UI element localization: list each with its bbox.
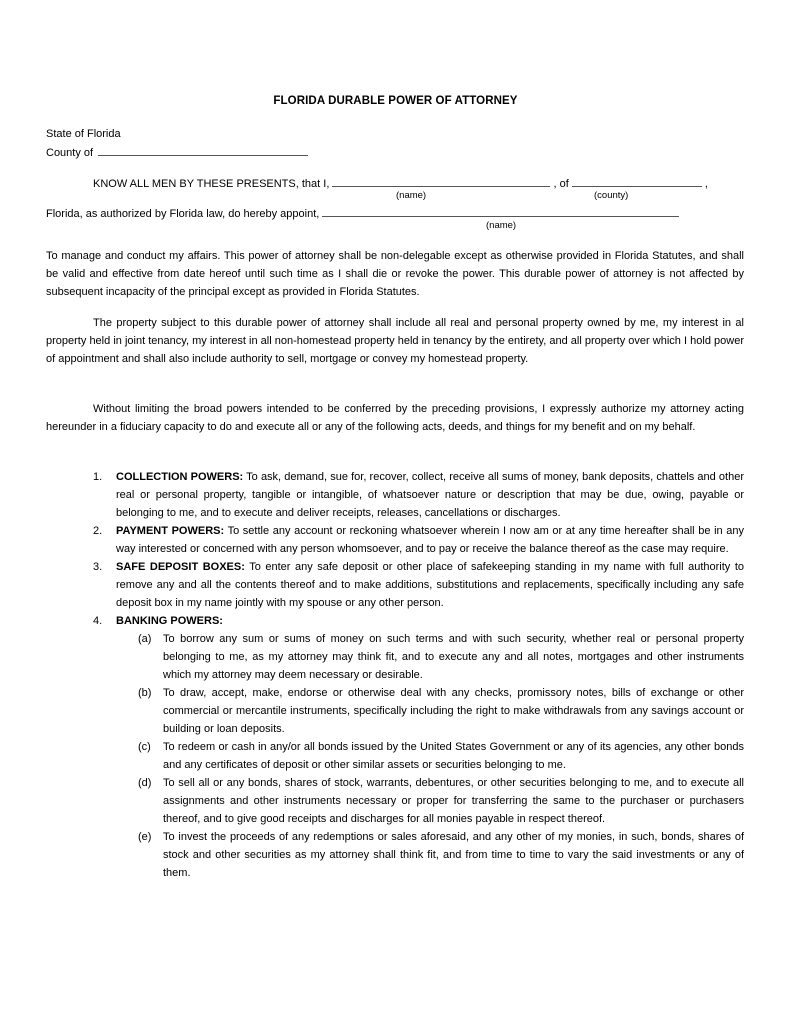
- subitem-text: To borrow any sum or sums of money on such terms and with such security, whether real or personal property belonging to me, as my attorney may think fit, and to execute any and all notes, mortgages and other instruments which my attorney may deem necessary or desirable.: [163, 633, 744, 681]
- know-all-line: [93, 175, 708, 191]
- power-number: 2.: [93, 525, 103, 537]
- county-label: County of: [46, 147, 94, 159]
- document-title: FLORIDA DURABLE POWER OF ATTORNEY: [273, 95, 518, 107]
- power-text: To enter any safe deposit or other place of safekeeping standing in my name with full authority to remove any and all the contents thereof and to make additions, substitutions and replacements, specifically including any safe deposit box in my name jointly with my spouse or any other person.: [116, 561, 744, 609]
- agent-name-blank-field[interactable]: [322, 205, 679, 217]
- county-line: [46, 144, 308, 160]
- power-number: 3.: [93, 561, 103, 573]
- banking-subitem-e: [46, 828, 744, 882]
- banking-subitem-a: [46, 630, 744, 684]
- power-heading: BANKING POWERS:: [116, 615, 223, 627]
- subitem-letter: (d): [138, 777, 152, 789]
- subitem-text: To invest the proceeds of any redemptions or sales aforesaid, and any other of my monies, in such, bonds, shares of stock and other securities as my attorney shall think fit, and from time to time to vary the said investments or any of them.: [163, 831, 744, 879]
- paragraph-authorization: Without limiting the broad powers intended to be conferred by the preceding provisions, I expressly authorize my attorney acting hereunder in a fiduciary capacity to do and execute all or any of the following acts, deeds, and things for my benefit and on my behalf.: [46, 403, 744, 433]
- county-caption: (county): [594, 190, 629, 201]
- paragraph-manage: To manage and conduct my affairs. This power of attorney shall be non-delegable except as otherwise provided in Florida Statutes, and shall be valid and effective from date hereof until such time as I shall die or revoke the power. This durable power of attorney is not affected by subsequent incapacity of the principal except as provided in Florida Statutes.: [46, 250, 744, 298]
- power-item-banking: [46, 612, 744, 630]
- state-line: State of Florida: [46, 128, 121, 140]
- principal-county-blank-field[interactable]: [572, 175, 702, 187]
- name-caption: (name): [396, 190, 427, 201]
- subitem-text: To draw, accept, make, endorse or otherwise deal with any checks, promissory notes, bills of exchange or other commercial or mercantile instruments, specifically including the right to make withdrawals from any savings account or building or loan deposits.: [163, 687, 744, 735]
- banking-subitem-c: [46, 738, 744, 774]
- power-text: To ask, demand, sue for, recover, collect, receive all sums of money, bank deposits, chattels and other real or personal property, tangible or intangible, of whatsoever nature or description that may be due, owing, payable or belonging to me, and to execute and deliver receipts, releases, cancellations or discharges.: [116, 471, 745, 519]
- of-label: , of: [553, 178, 569, 190]
- power-number: 4.: [93, 615, 103, 627]
- subitem-text: To sell all or any bonds, shares of stock, warrants, debentures, or other securities belonging to me, and to execute all assignments and other instruments necessary or proper for transferring the same to the purchaser or purchasers thereof, and to give good receipts and discharges for all monies payable in respect thereof.: [163, 777, 744, 825]
- subitem-text: To redeem or cash in any/or all bonds issued by the United States Government or any of its agencies, any other bonds and any certificates of deposit or other similar assets or securities belonging to me.: [163, 741, 744, 771]
- power-number: 1.: [93, 471, 103, 483]
- power-heading: PAYMENT POWERS:: [116, 525, 225, 537]
- appoint-line: [46, 205, 679, 221]
- power-text: To settle any account or reckoning whatsoever wherein I now am or at any time hereafter shall be in any way interested or concerned with any person whomsoever, and to pay or receive the balance thereof as the case may require.: [116, 525, 744, 555]
- subitem-letter: (b): [138, 687, 152, 699]
- banking-subitem-b: [46, 684, 744, 738]
- power-item-safe-deposit: [46, 558, 744, 612]
- powers-list: [46, 468, 744, 882]
- appoint-text: Florida, as authorized by Florida law, do hereby appoint,: [46, 208, 320, 220]
- subitem-letter: (c): [138, 741, 151, 753]
- paragraph-property: The property subject to this durable power of attorney shall include all real and personal property owned by me, my interest in al property held in joint tenancy, my interest in all non-homestead property held in tenancy by the entirety, and all property over which I hold power of appointment and shall also include authority to sell, mortgage or convey my homestead property.: [46, 317, 744, 365]
- know-all-text: KNOW ALL MEN BY THESE PRESENTS, that I,: [93, 178, 330, 190]
- subitem-letter: (e): [138, 831, 152, 843]
- power-heading: SAFE DEPOSIT BOXES:: [116, 561, 245, 573]
- principal-name-blank-field[interactable]: [332, 175, 550, 187]
- banking-subitem-d: [46, 774, 744, 828]
- comma-text: ,: [704, 178, 708, 190]
- power-heading: COLLECTION POWERS:: [116, 471, 244, 483]
- power-item-collection: [46, 468, 744, 522]
- subitem-letter: (a): [138, 633, 152, 645]
- power-item-payment: [46, 522, 744, 558]
- agent-name-caption: (name): [486, 220, 517, 231]
- county-blank-field[interactable]: [98, 144, 308, 156]
